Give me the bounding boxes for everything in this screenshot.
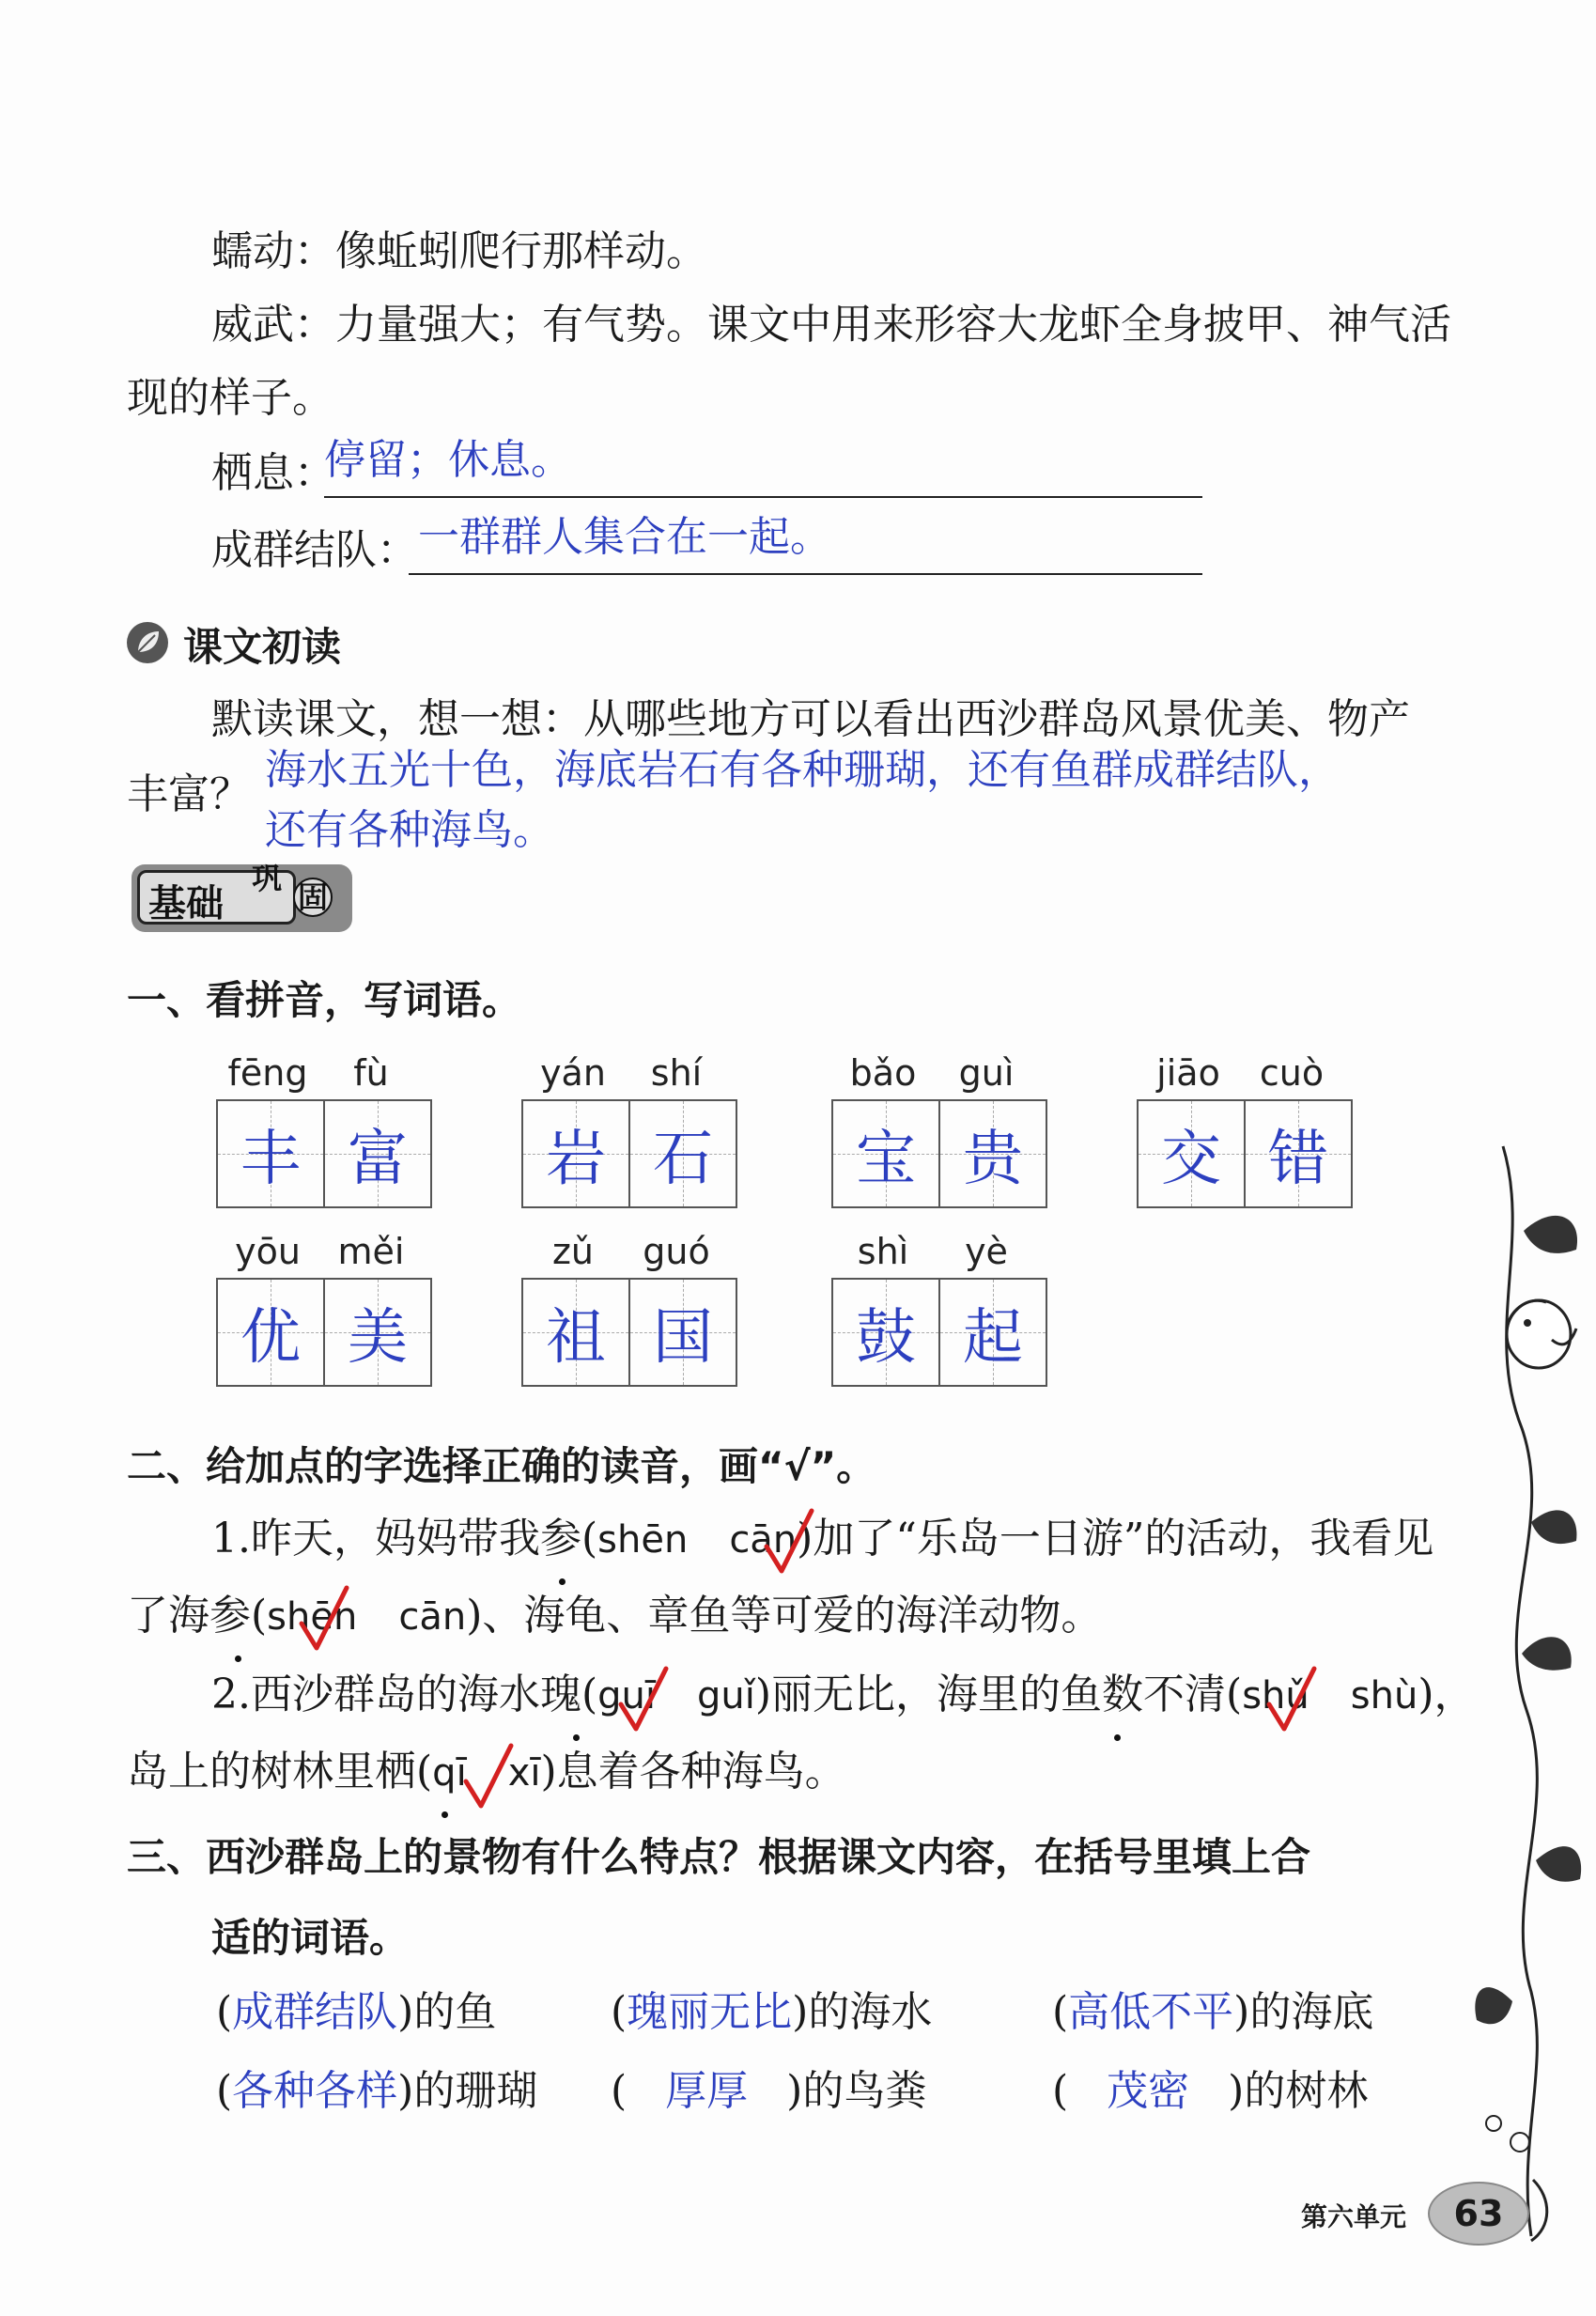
q3-title-line2: 适的词语。 (211, 1915, 410, 1961)
pinyin-2: yè (965, 1231, 1008, 1272)
handwritten-char: 贵 (963, 1125, 1023, 1194)
q3-fill-item (216, 2065, 537, 2118)
pinyin-2: guì (958, 1052, 1015, 1094)
q2-s2a-option-shu4[interactable]: shù (1350, 1674, 1418, 1718)
def-qixi-answer: 停留；休息。 (324, 436, 572, 484)
char-cell[interactable] (521, 1099, 630, 1208)
emphasis-dot (573, 1734, 580, 1741)
char-cell[interactable] (216, 1278, 325, 1387)
pinyin-2: cuò (1259, 1052, 1325, 1094)
reading-question-line2: 丰富？ (127, 770, 251, 818)
banner-sub2: 固 (293, 878, 333, 917)
word-grid (216, 1052, 432, 1221)
q3-fill-item (1052, 1986, 1373, 2039)
handwritten-char: 富 (348, 1125, 408, 1194)
q3-fill-item (216, 1986, 496, 2039)
bird-icon (1507, 1300, 1576, 1368)
pinyin-1: yán (540, 1052, 606, 1094)
def-rudong: 蠕动：像蚯蚓爬行那样动。 (211, 227, 707, 275)
reading-answer-line2: 还有各种海鸟。 (265, 806, 554, 854)
q3-suffix: )的珊瑚 (397, 2067, 538, 2115)
q2-s2a-option-gui1[interactable]: guī (597, 1674, 657, 1718)
word-grid (1137, 1052, 1353, 1221)
q3-fill-item (611, 2065, 926, 2118)
handwritten-char: 优 (240, 1303, 301, 1373)
def-qixi-line (324, 434, 1202, 498)
q2-s1b-text (127, 1590, 1102, 1643)
pinyin-1: jiāo (1156, 1052, 1220, 1094)
q2-s2b-option-xi[interactable]: xī (507, 1751, 541, 1795)
word-grid (521, 1231, 737, 1400)
def-chengqun-answer: 一群群人集合在一起。 (418, 513, 831, 561)
pinyin-2: měi (337, 1231, 405, 1272)
q2-s2a-mid: )丽无比，海里的鱼数不清( (754, 1671, 1243, 1718)
pinyin-2: fù (353, 1052, 389, 1094)
q2-s1b-prefix: 了海参( (127, 1592, 268, 1640)
emphasis-dot (559, 1578, 566, 1585)
def-chengqun-label: 成群结队： (211, 526, 418, 574)
q2-s1b-rest: )、海龟、章鱼等可爱的海洋动物。 (466, 1592, 1103, 1640)
handwritten-char: 祖 (546, 1303, 606, 1373)
q2-s1a-rest: )加了“乐岛一日游”的活动，我看见 (797, 1515, 1434, 1562)
open-paren: ( (1052, 1988, 1069, 2036)
char-cell[interactable] (1244, 1099, 1353, 1208)
q2-s2b-option-qi[interactable]: qī (432, 1751, 467, 1795)
handwritten-char: 国 (653, 1303, 713, 1373)
word-grid (831, 1231, 1047, 1400)
emphasis-dot (1114, 1734, 1121, 1741)
q3-title-line1: 三、西沙群岛上的景物有什么特点？根据课文内容，在括号里填上合 (127, 1834, 1311, 1880)
q3-answer[interactable]: 瑰丽无比 (627, 1988, 793, 2036)
q2-s1a-option-can[interactable]: cān (729, 1518, 798, 1562)
char-cell[interactable] (628, 1278, 737, 1387)
open-paren: ( (1052, 2067, 1069, 2115)
leaf-icon (127, 622, 168, 663)
pinyin-1: bǎo (849, 1052, 917, 1094)
emphasis-dot (442, 1811, 448, 1818)
handwritten-char: 交 (1161, 1125, 1221, 1194)
def-weiwu-cont: 现的样子。 (127, 374, 333, 422)
char-cell[interactable] (831, 1278, 940, 1387)
open-paren: ( (611, 1988, 628, 2036)
reading-question-line1: 默读课文，想一想：从哪些地方可以看出西沙群岛风景优美、物产 (211, 695, 1410, 743)
char-cell[interactable] (1137, 1099, 1246, 1208)
banner-foundation (132, 861, 352, 932)
pinyin-2: shí (650, 1052, 703, 1094)
banner-main: 基础 (148, 882, 224, 925)
reading-answer-line1: 海水五光十色，海底岩石有各种珊瑚，还有鱼群成群结队， (265, 746, 1340, 794)
q3-suffix: )的树林 (1228, 2067, 1369, 2115)
section-title-reading: 课文初读 (183, 624, 342, 670)
q2-s1a-text (211, 1513, 1433, 1566)
pinyin-1: shì (857, 1231, 909, 1272)
handwritten-char: 美 (348, 1303, 408, 1373)
q3-suffix: )的海水 (792, 1988, 933, 2036)
q3-answer[interactable]: 茂密 (1107, 2067, 1190, 2115)
open-paren: ( (216, 2067, 233, 2115)
q3-answer[interactable]: 高低不平 (1068, 1988, 1234, 2036)
word-grid (521, 1052, 737, 1221)
q3-suffix: )的鸟粪 (786, 2067, 927, 2115)
def-chengqun-line (409, 511, 1202, 575)
vine-decoration-icon (1465, 1127, 1588, 2255)
pinyin-1: fēng (227, 1052, 308, 1094)
char-cell[interactable] (323, 1099, 432, 1208)
char-cell[interactable] (216, 1099, 325, 1208)
char-cell[interactable] (938, 1099, 1047, 1208)
q3-fill-item (1052, 2065, 1368, 2118)
handwritten-char: 错 (1268, 1125, 1328, 1194)
def-weiwu: 威武：力量强大；有气势。课文中用来形容大龙虾全身披甲、神气活 (211, 301, 1451, 349)
char-cell[interactable] (521, 1278, 630, 1387)
q2-s2a-end: )， (1418, 1671, 1476, 1718)
q2-s2a-option-shu3[interactable]: shǔ (1242, 1674, 1309, 1718)
word-grid (216, 1231, 432, 1400)
char-cell[interactable] (628, 1099, 737, 1208)
check-mark-icon (615, 1663, 672, 1738)
pinyin-2: guó (643, 1231, 710, 1272)
handwritten-char: 岩 (546, 1125, 606, 1194)
q2-title: 二、给加点的字选择正确的读音，画“√”。 (127, 1443, 876, 1489)
handwritten-char: 丰 (240, 1125, 301, 1194)
q2-s2a-prefix: 2.西沙群岛的海水瑰( (211, 1671, 598, 1718)
q3-answer[interactable]: 各种各样 (232, 2067, 398, 2115)
pinyin-1: zǔ (551, 1231, 595, 1272)
handwritten-char: 石 (653, 1125, 713, 1194)
char-cell[interactable] (938, 1278, 1047, 1387)
q2-s1a-prefix: 1.昨天，妈妈带我参( (211, 1515, 598, 1562)
page-number: 63 (1428, 2182, 1529, 2246)
footer-unit: 第六单元 (1301, 2201, 1407, 2232)
pinyin-1: yōu (235, 1231, 301, 1272)
q3-suffix: )的海底 (1233, 1988, 1374, 2036)
q3-suffix: )的鱼 (397, 1988, 497, 2036)
word-grid (831, 1052, 1047, 1221)
banner-sub1: 巩 (252, 861, 283, 896)
emphasis-dot (235, 1655, 241, 1662)
def-qixi-label: 栖息： (211, 449, 335, 497)
q2-s2b-rest: )息着各种海鸟。 (540, 1748, 846, 1795)
handwritten-char: 鼓 (856, 1303, 916, 1373)
char-cell[interactable] (323, 1278, 432, 1387)
check-mark-icon (296, 1582, 352, 1657)
q2-s2a-option-gui3[interactable]: guǐ (697, 1674, 755, 1718)
check-mark-icon (761, 1505, 817, 1580)
check-mark-icon (1263, 1663, 1320, 1738)
check-mark-icon (460, 1740, 517, 1815)
q1-title: 一、看拼音，写词语。 (127, 977, 522, 1023)
q3-answer[interactable]: 厚厚 (665, 2067, 749, 2115)
open-paren: ( (216, 1988, 233, 2036)
q2-s1a-option-shen[interactable]: shēn (597, 1518, 689, 1562)
q3-answer[interactable]: 成群结队 (232, 1988, 398, 2036)
handwritten-char: 宝 (856, 1125, 916, 1194)
char-cell[interactable] (831, 1099, 940, 1208)
handwritten-char: 起 (963, 1303, 1023, 1373)
q2-s2b-prefix: 岛上的树林里栖( (127, 1748, 433, 1795)
q2-s1b-option-shen[interactable]: shēn (267, 1595, 358, 1639)
q2-s1b-option-can[interactable]: cān (398, 1595, 467, 1639)
q3-fill-item (611, 1986, 932, 2039)
open-paren: ( (611, 2067, 628, 2115)
